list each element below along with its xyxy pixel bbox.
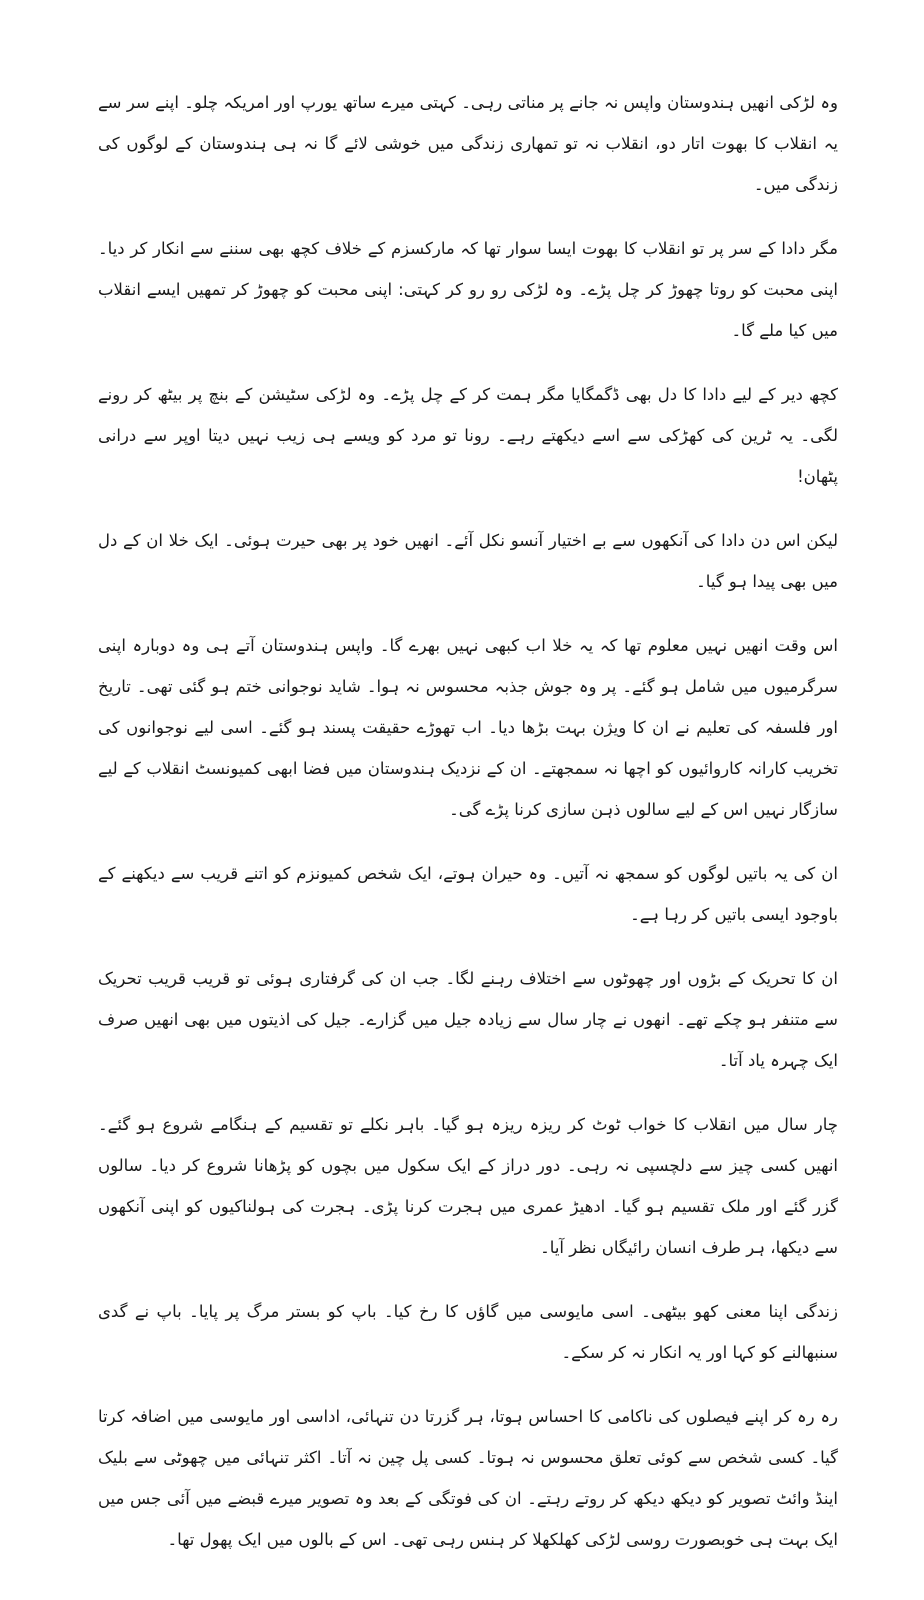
paragraph-3: کچھ دیر کے لیے دادا کا دل بھی ڈگمگایا مگر ہمت کر کے چل پڑے۔ وہ لڑکی سٹیشن کے بنچ پر بیٹھ کر رونے لگی۔ یہ ٹرین کی کھڑکی سے اسے دیکھتے رہے۔ رونا تو مرد کو ویسے ہی زیب نہیں دیتا اوپر سے درانی پٹھان!	[98, 385, 838, 486]
paragraph-9: زندگی اپنا معنی کھو بیٹھی۔ اسی مایوسی میں گاؤں کا رخ کیا۔ باپ کو بستر مرگ پر پایا۔ باپ نے گدی سنبھالنے کو کہا اور یہ انکار نہ کر سکے۔	[98, 1302, 838, 1362]
paragraph-5: اس وقت انھیں نہیں معلوم تھا کہ یہ خلا اب کبھی نہیں بھرے گا۔ واپس ہندوستان آتے ہی وہ دوبارہ اپنی سرگرمیوں میں شامل ہو گئے۔ پر وہ جوش جذبہ محسوس نہ ہوا۔ شاید نوجوانی ختم ہو گئی تھی۔ تاریخ اور فلسفہ کی تعلیم نے ان کا ویژن بہت بڑھا دیا۔ اب تھوڑے حقیقت پسند ہو گئے۔ اسی لیے نوجوانوں کی تخریب کارانہ کاروائیوں کو اچھا نہ سمجھتے۔ ان کے نزدیک ہندوستان میں فضا ابھی کمیونسٹ انقلاب کے لیے سازگار نہیں اس کے لیے سالوں ذہن سازی کرنا پڑے گی۔	[98, 636, 838, 819]
paragraph-2: مگر دادا کے سر پر تو انقلاب کا بھوت ایسا سوار تھا کہ مارکسزم کے خلاف کچھ بھی سننے سے انکار کر دیا۔ اپنی محبت کو روتا چھوڑ کر چل پڑے۔ وہ لڑکی رو رو کر کہتی: اپنی محبت کو چھوڑ کر تمھیں ایسے انقلاب میں کیا ملے گا۔	[98, 239, 838, 340]
paragraph-10: رہ رہ کر اپنے فیصلوں کی ناکامی کا احساس ہوتا، ہر گزرتا دن تنہائی، اداسی اور مایوسی میں اضافہ کرتا گیا۔ کسی شخص سے کوئی تعلق محسوس نہ ہوتا۔ کسی پل چین نہ آتا۔ اکثر تنہائی میں چھوٹی سے بلیک اینڈ وائٹ تصویر کو دیکھ دیکھ کر روتے رہتے۔ ان کی فوتگی کے بعد وہ تصویر میرے قبضے میں آئی جس میں ایک بہت ہی خوبصورت روسی لڑکی کھلکھلا کر ہنس رہی تھی۔ اس کے بالوں میں ایک پھول تھا۔	[98, 1407, 838, 1549]
paragraph-7: ان کا تحریک کے بڑوں اور چھوٹوں سے اختلاف رہنے لگا۔ جب ان کی گرفتاری ہوئی تو قریب قریب تحریک سے متنفر ہو چکے تھے۔ انھوں نے چار سال سے زیادہ جیل میں گزارے۔ جیل کی اذیتوں میں بھی انھیں صرف ایک چہرہ یاد آتا۔	[98, 969, 838, 1070]
text-column	[98, 82, 838, 1560]
paragraph-4: لیکن اس دن دادا کی آنکھوں سے بے اختیار آنسو نکل آئے۔ انھیں خود پر بھی حیرت ہوئی۔ ایک خلا ان کے دل میں بھی پیدا ہو گیا۔	[98, 531, 838, 591]
paragraph-8: چار سال میں انقلاب کا خواب ٹوٹ کر ریزہ ریزہ ہو گیا۔ باہر نکلے تو تقسیم کے ہنگامے شروع ہو گئے۔ انھیں کسی چیز سے دلچسپی نہ رہی۔ دور دراز کے ایک سکول میں بچوں کو پڑھانا شروع کر دیا۔ سالوں گزر گئے اور ملک تقسیم ہو گیا۔ ادھیڑ عمری میں ہجرت کرنا پڑی۔ ہجرت کی ہولناکیوں کو اپنی آنکھوں سے دیکھا، ہر طرف انسان رائیگاں نظر آیا۔	[98, 1115, 838, 1257]
paragraph-6: ان کی یہ باتیں لوگوں کو سمجھ نہ آتیں۔ وہ حیران ہوتے، ایک شخص کمیونزم کو اتنے قریب سے دیکھنے کے باوجود ایسی باتیں کر رہا ہے۔	[98, 864, 838, 924]
paragraph-1: وہ لڑکی انھیں ہندوستان واپس نہ جانے پر مناتی رہی۔ کہتی میرے ساتھ یورپ اور امریکہ چلو۔ اپنے سر سے یہ انقلاب کا بھوت اتار دو، انقلاب نہ تو تمھاری زندگی میں خوشی لائے گا نہ ہی ہندوستان کے لوگوں کی زندگی میں۔	[98, 93, 838, 194]
